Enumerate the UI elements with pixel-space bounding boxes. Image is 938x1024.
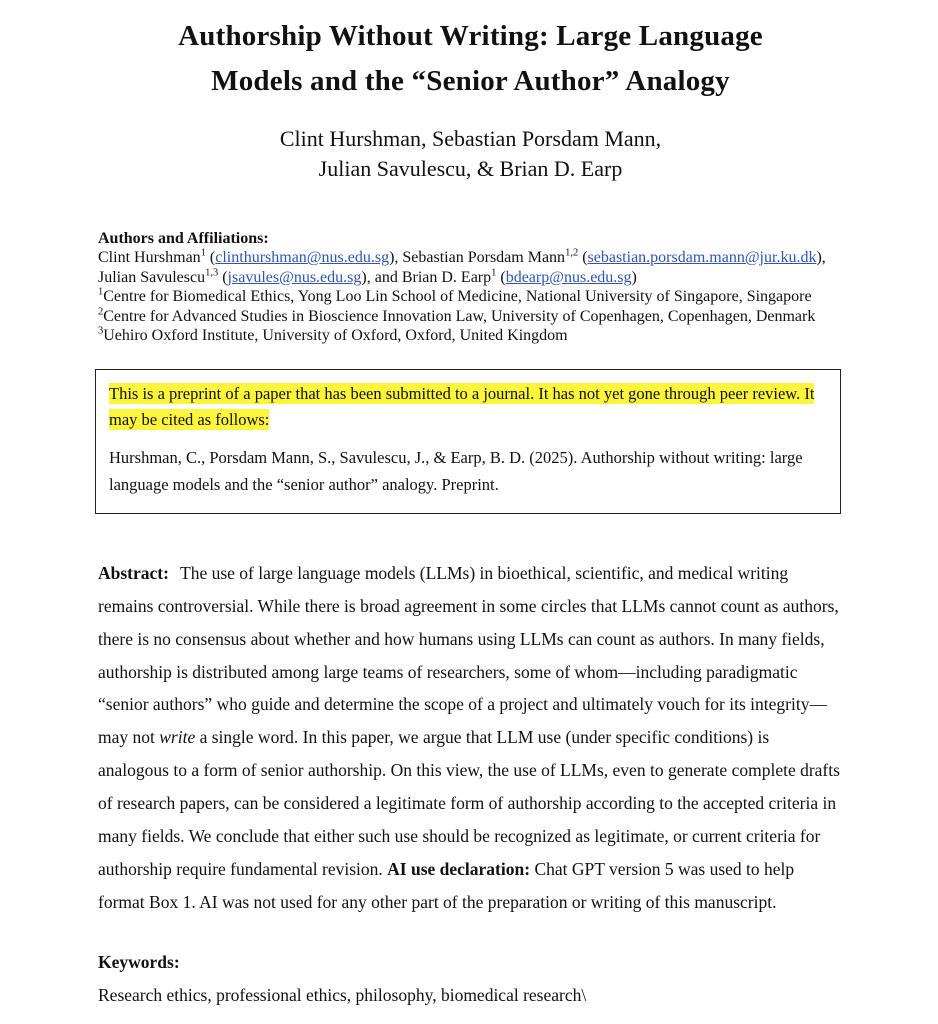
superscript: 1 [491,267,497,279]
affiliation-superscript: 1 [98,286,104,298]
superscript: 1 [200,247,206,259]
bold-run: AI use declaration: [387,858,531,879]
author-contact-line: Clint Hurshman$^1$ (clinthurshman@nus.edu.sg), Sebastian Porsdam Mann$^{1,2}$ (sebastian.porsdam.mann@jur.ku.dk), Julian Savulescu$^{1,3}$ (jsavules@nus.edu.sg), and Brian D. Earp$^1$ (bdearp@nus.edu.sg) [98,247,826,286]
abstract-label: Abstract: [98,562,169,583]
affiliation-superscript: 2 [98,306,104,318]
superscript: 1,3 [205,267,219,279]
affiliation-text: Uehiro Oxford Institute, University of Oxford, Oxford, United Kingdom [103,327,568,345]
superscript: 1,2 [565,247,579,259]
preprint-notice-box [95,369,841,514]
email-link[interactable]: sebastian.porsdam.mann@jur.ku.dk [587,249,817,267]
author-byline-line2: Julian Savulescu, & Brian D. Earp [318,156,623,182]
email-link[interactable]: bdearp@nus.edu.sg [505,268,632,286]
author-byline-line1: Clint Hurshman, Sebastian Porsdam Mann, [279,125,662,151]
preprint-highlighted-note [109,381,826,434]
author-byline [98,124,843,185]
affiliation-text: Centre for Advanced Studies in Bioscience Innovation Law, University of Copenhagen, Copenhagen, Denmark [103,307,816,325]
paper-title-line1: Authorship Without Writing: Large Language [178,20,763,52]
highlighted-text: This is a preprint of a paper that has been submitted to a journal. It has not yet gone through peer review. It may be cited as follows: [109,383,815,430]
affiliations-section [98,229,843,346]
abstract-paragraph [98,557,843,919]
paper-title-line2: Models and the “Senior Author” Analogy [211,64,730,97]
keywords-section [98,947,843,1012]
affiliation-text: Centre for Biomedical Ethics, Yong Loo Lin School of Medicine, National University of Singapore, Singapore [103,288,812,306]
email-link[interactable]: clinthurshman@nus.edu.sg [215,249,390,267]
email-link[interactable]: jsavules@nus.edu.sg [227,268,362,286]
affiliation-superscript: 3 [98,325,104,337]
keywords-heading: Keywords: [98,951,180,972]
affiliation-line [98,287,843,307]
affiliation-line [98,326,843,346]
keywords-text: Research ethics, professional ethics, philosophy, biomedical research\ [98,985,587,1006]
affiliations-heading: Authors and Affiliations: [98,229,269,247]
citation-text: Hurshman, C., Porsdam Mann, S., Savulescu, J., & Earp, B. D. (2025). Authorship without writing: large language models and the “senior author” analogy. Preprint. [109,448,803,495]
italic-run: write [159,727,196,748]
paper-title [108,14,833,104]
abstract-body: The use of large language models (LLMs) in bioethical, scientific, and medical writing remains controversial. While there is broad agreement in some circles that LLMs cannot count as authors, there is no consensus about whether and how humans using LLMs can count as authors. In many fields, authorship is distributed among large teams of researchers, some of whom—including paradigmatic “senior authors” who guide and determine the scope of a project and ultimately vouch for its integrity—may not write a single word. In this paper, we argue that LLM use (under specific conditions) is analogous to a form of senior authorship. On this view, the use of LLMs, even to generate complete drafts of research papers, can be considered a legitimate form of authorship according to the accepted criteria in many fields. We conclude that either such use should be recognized as legitimate, or current criteria for authorship require fundamental revision. AI use declaration: Chat GPT version 5 was used to help format Box 1. AI was not used for any other part of the preparation or writing of this manuscript. [98,562,840,912]
affiliation-line [98,307,843,327]
